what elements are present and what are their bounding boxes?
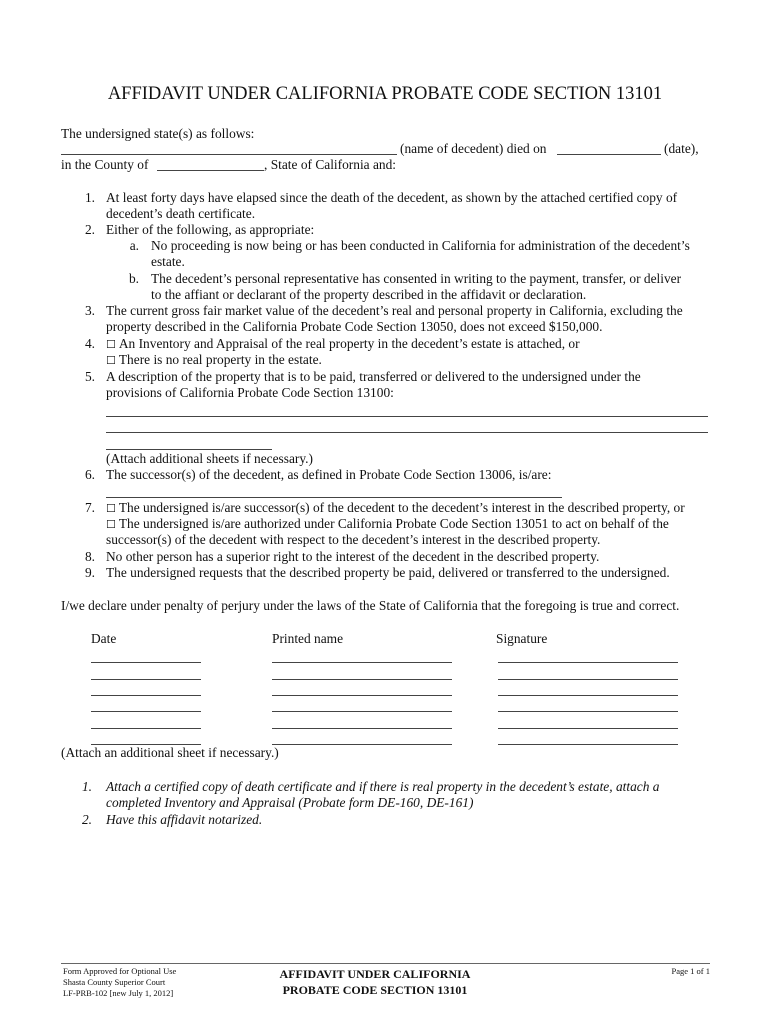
item-2-line-1: Either of the following, as appropriate: [106,222,315,237]
printed-name-field[interactable] [272,682,452,696]
item-1-number: 1. [84,190,95,205]
item-9-number: 9. [84,565,95,580]
death-date-field[interactable] [557,141,661,155]
attach-sheet-note: (Attach an additional sheet if necessary.) [61,745,279,760]
footer-approved: Form Approved for Optional Use [63,966,177,976]
item-5-attach-note: (Attach additional sheets if necessary.) [106,451,313,466]
item-2b-line-2: to the affiant or declarant of the property described in the affidavit or declaration. [151,287,587,302]
property-description-line-2[interactable] [106,419,708,433]
footer-title-line-2: PROBATE CODE SECTION 13101 [282,983,468,997]
decedent-name-label: (name of decedent) died on [400,141,547,156]
item-1-line-1: At least forty days have elapsed since the death of the decedent, as shown by the attached certified copy of [106,190,678,205]
signature-field[interactable] [498,666,678,680]
item-4-option-2 [106,352,322,368]
item-2a-number: a. [129,238,139,253]
footer-form-id: LF-PRB-102 [new July 1, 2012] [63,988,174,998]
date-field[interactable] [91,731,201,745]
note-1-number: 1. [81,779,92,794]
item-4-option-2-label: There is no real property in the estate. [118,352,322,367]
intro-text: The undersigned state(s) as follows: [61,126,255,141]
footer-title [235,966,515,998]
item-7-option-1-label: The undersigned is/are successor(s) of the decedent to the decedent’s interest in the described property, or [118,500,685,515]
note-1-line-2: completed Inventory and Appraisal (Probate form DE-160, DE-161) [106,795,474,810]
printed-name-field[interactable] [272,698,452,712]
item-7-option-2 [106,516,669,532]
date-header: Date [91,631,117,646]
footer-divider [61,963,710,964]
footer-court: Shasta County Superior Court [63,977,166,987]
item-7-option-2-label: The undersigned is/are authorized under California Probate Code Section 13051 to act on behalf of the [118,516,669,531]
page-title: AFFIDAVIT UNDER CALIFORNIA PROBATE CODE SECTION 13101 [107,84,663,104]
item-2a-line-2: estate. [151,254,185,269]
note-1-line-1: Attach a certified copy of death certificate and if there is real property in the decedent’s estate, attach a [106,779,660,794]
printed-name-field[interactable] [272,731,452,745]
item-2b-line-1: The decedent’s personal representative has consented in writing to the payment, transfer, or deliver [151,271,682,286]
successors-field[interactable] [106,484,562,498]
date-field[interactable] [91,682,201,696]
item-3-number: 3. [84,303,95,318]
item-5-line-2: provisions of California Probate Code Section 13100: [106,385,394,400]
item-2-number: 2. [84,222,95,237]
signature-field[interactable] [498,698,678,712]
item-9-line-1: The undersigned requests that the described property be paid, delivered or transferred to the undersigned. [106,565,670,580]
footer-title-line-1: AFFIDAVIT UNDER CALIFORNIA [279,967,471,981]
property-description-line-1[interactable] [106,403,708,417]
property-description-line-3[interactable] [106,436,272,450]
authorized-checkbox[interactable]: ☐ [106,518,116,531]
item-3-line-2: property described in the California Probate Code Section 13050, does not exceed $150,000. [106,319,603,334]
death-date-label: (date), [664,141,699,156]
date-field[interactable] [91,715,201,729]
item-7-number: 7. [84,500,95,515]
footer-left [63,966,176,999]
item-5-number: 5. [84,369,95,384]
declaration-text: I/we declare under penalty of perjury under the laws of the State of California that the foregoing is true and correct. [61,598,680,613]
item-6-number: 6. [84,467,95,482]
county-suffix: , State of California and: [264,157,397,172]
county-prefix: in the County of [61,157,149,172]
note-2-line-1: Have this affidavit notarized. [106,812,263,827]
date-field[interactable] [91,698,201,712]
item-6-line-1: The successor(s) of the decedent, as defined in Probate Code Section 13006, is/are: [106,467,552,482]
item-7-line-3: successor(s) of the decedent with respect to the decedent’s interest in the described property. [106,532,601,547]
item-1-line-2: decedent’s death certificate. [106,206,256,221]
note-2-number: 2. [81,812,92,827]
county-field[interactable] [157,157,264,171]
date-field[interactable] [91,649,201,663]
signature-header: Signature [496,631,548,646]
signature-field[interactable] [498,649,678,663]
printed-name-field[interactable] [272,715,452,729]
item-4-number: 4. [84,336,95,351]
date-field[interactable] [91,666,201,680]
successor-checkbox[interactable]: ☐ [106,502,116,515]
signature-field[interactable] [498,731,678,745]
item-8-number: 8. [84,549,95,564]
printed-name-field[interactable] [272,649,452,663]
item-3-line-1: The current gross fair market value of the decedent’s real and personal property in California, excluding the [106,303,683,318]
item-4-option-1 [106,336,580,352]
printed-name-header: Printed name [272,631,344,646]
decedent-name-field[interactable] [61,141,397,155]
item-2a-line-1: No proceeding is now being or has been conducted in California for administration of the decedent’s [151,238,690,253]
item-8-line-1: No other person has a superior right to the interest of the decedent in the described property. [106,549,600,564]
item-2b-number: b. [128,271,139,286]
no-real-property-checkbox[interactable]: ☐ [106,354,116,367]
item-7-option-1 [106,500,685,516]
signature-field[interactable] [498,682,678,696]
page-number: Page 1 of 1 [671,966,710,976]
signature-field[interactable] [498,715,678,729]
inventory-attached-checkbox[interactable]: ☐ [106,338,116,351]
item-5-line-1: A description of the property that is to be paid, transferred or delivered to the undersigned under the [106,369,641,384]
item-4-option-1-label: An Inventory and Appraisal of the real property in the decedent’s estate is attached, or [118,336,580,351]
printed-name-field[interactable] [272,666,452,680]
